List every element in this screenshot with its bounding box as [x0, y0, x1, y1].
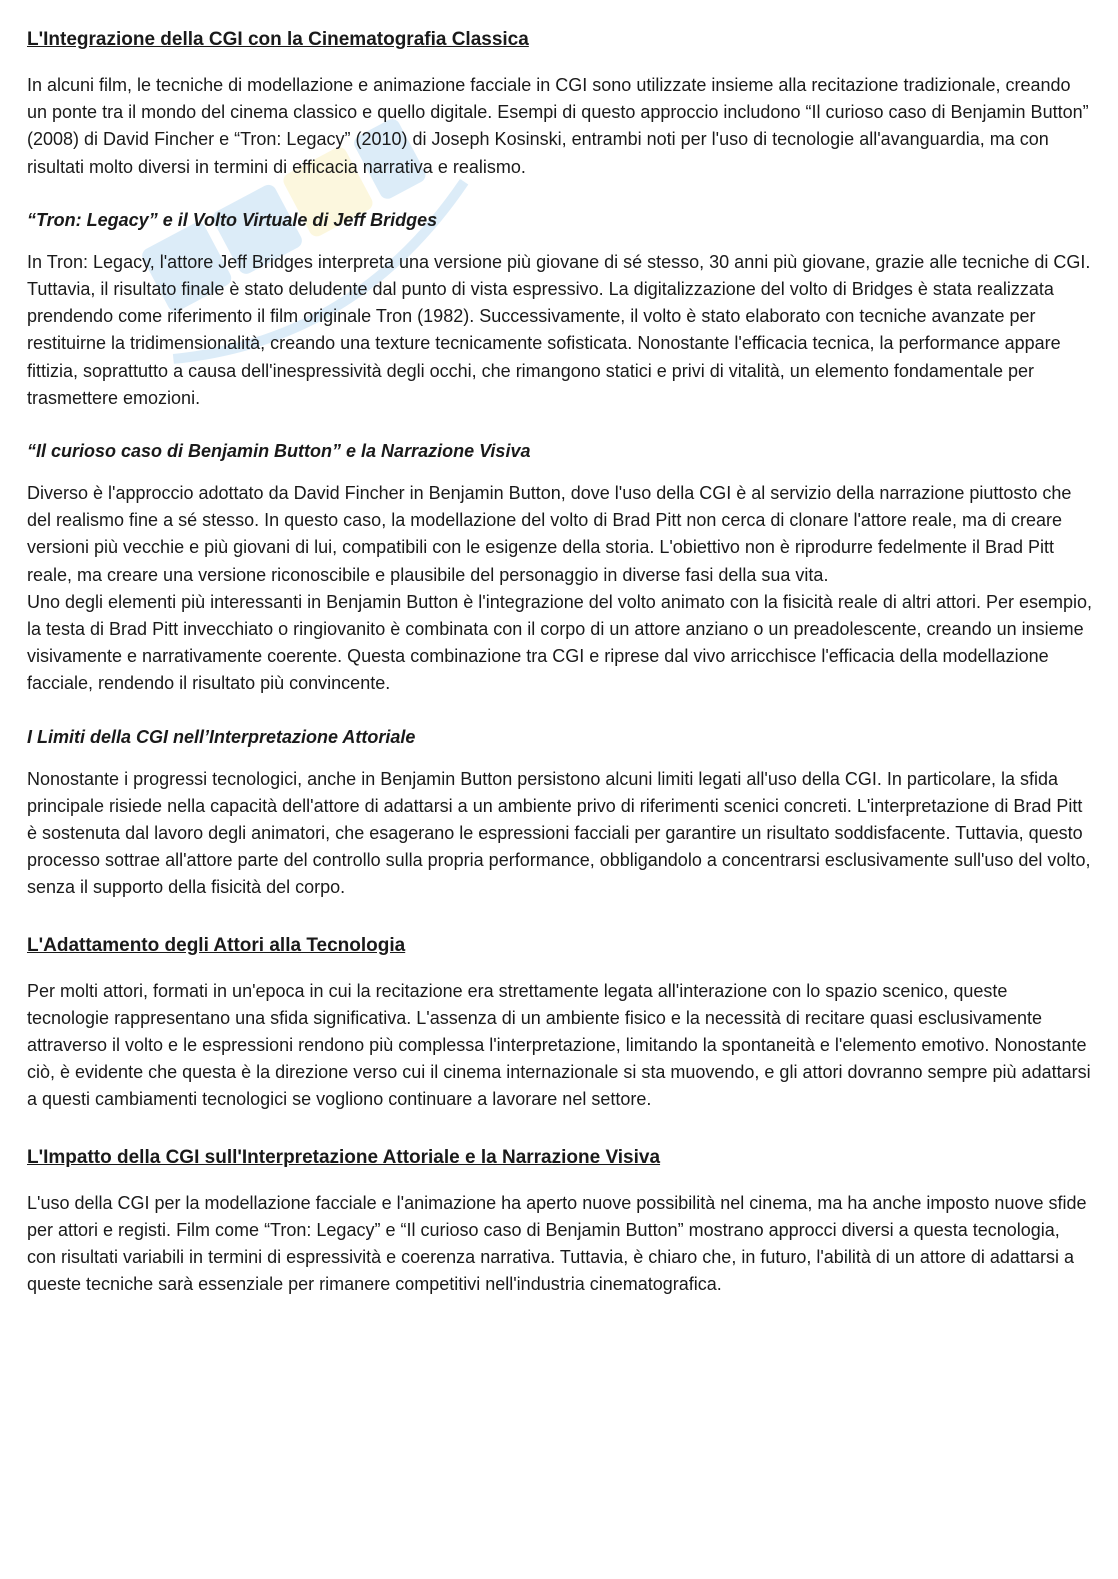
paragraph: Per molti attori, formati in un'epoca in cui la recitazione era strettamente legata all'interazione con lo spazio scenico, queste tecnologie rappresentano una sfida significativa. L'assenza di un ambiente fisico e la necessità di recitare quasi esclusivamente attraverso il volto e le espressioni rendono più complessa l'interpretazione, limitando la spontaneità e l'elemento emotivo. Nonostante ciò, è evidente che questa è la direzione verso cui il cinema internazionale si sta muovendo, e gli attori dovranno sempre più adattarsi a questi cambiamenti tecnologici se vogliono continuare a lavorare nel settore.	[27, 980, 1091, 1110]
paragraph: L'uso della CGI per la modellazione facciale e l'animazione ha aperto nuove possibilità nel cinema, ma ha anche imposto nuove sfide per attori e registi. Film come “Tron: Legacy” e “Il curioso caso di Benjamin Button” mostrano approcci diversi a questa tecnologia, con risultati variabili in termini di espressività e coerenza narrativa. Tuttavia, è chiaro che, in futuro, l'abilità di un attore di adattarsi a queste tecniche sarà essenziale per rimanere competitivi nell'industria cinematografica.	[27, 1192, 1087, 1295]
paragraph: Uno degli elementi più interessanti in Benjamin Button è l'integrazione del volto animato con la fisicità reale di altri attori. Per esempio, la testa di Brad Pitt invecchiato o ringiovanito è combinata con il corpo di un attore anziano o un preadolescente, creando un insieme visivamente e narrativamente coerente. Questa combinazione tra CGI e riprese dal vivo arricchisce l'efficacia della modellazione facciale, rendendo il risultato più convincente.	[27, 591, 1093, 694]
paragraph: In alcuni film, le tecniche di modellazione e animazione facciale in CGI sono utilizzate insieme alla recitazione tradizionale, creando un ponte tra il mondo del cinema classico e quello digitale. Esempi di questo approccio includono “Il curioso caso di Benjamin Button” (2008) di David Fincher e “Tron: Legacy” (2010) di Joseph Kosinski, entrambi noti per l'uso di tecnologie all'avanguardia, ma con risultati molto diversi in termini di efficacia narrativa e realismo.	[27, 75, 1089, 177]
section-title: L'Impatto della CGI sull'Interpretazione Attoriale e la Narrazione Visiva	[27, 1146, 661, 1168]
paragraph: Diverso è l'approccio adottato da David Fincher in Benjamin Button, dove l'uso della CGI è al servizio della narrazione piuttosto che del realismo fine a sé stesso. In questo caso, la modellazione del volto di Brad Pitt non cerca di clonare l'attore reale, ma di creare versioni più vecchie e più giovani di lui, compatibili con le esigenze della storia. L'obiettivo non è riprodurre fedelmente il Brad Pitt reale, ma creare una versione riconoscibile e plausibile del personaggio in diverse fasi della sua vita.	[27, 483, 1072, 585]
document-page	[27, 22, 1093, 1299]
section-title: L'Integrazione della CGI con la Cinematografia Classica	[27, 29, 529, 50]
subsection-title: “Tron: Legacy” e il Volto Virtuale di Jeff Bridges	[27, 209, 438, 230]
subsection-title: “Il curioso caso di Benjamin Button” e la Narrazione Visiva	[27, 441, 531, 462]
paragraph: Nonostante i progressi tecnologici, anche in Benjamin Button persistono alcuni limiti legati all'uso della CGI. In particolare, la sfida principale risiede nella capacità dell'attore di adattarsi a un ambiente privo di riferimenti scenici concreti. L'interpretazione di Brad Pitt è sostenuta dal lavoro degli animatori, che esagerano le espressioni facciali per garantire un risultato soddisfacente. Tuttavia, questo processo sottrae all'attore parte del controllo sulla propria performance, obbligandolo a concentrarsi esclusivamente sull'uso del volto, senza il supporto della fisicità del corpo.	[27, 768, 1091, 898]
paragraph: In Tron: Legacy, l'attore Jeff Bridges interpreta una versione più giovane di sé stesso, 30 anni più giovane, grazie alle tecniche di CGI. Tuttavia, il risultato finale è stato deludente dal punto di vista espressivo. La digitalizzazione del volto di Bridges è stata realizzata prendendo come riferimento il film originale Tron (1982). Successivamente, il volto è stato elaborato con tecniche avanzate per restituirne la tridimensionalità, creando una texture tecnicamente sofisticata. Nonostante l'efficacia tecnica, la performance appare fittizia, soprattutto a causa dell'inespressività degli occhi, che rimangono statici e privi di vitalità, un elemento fondamentale per trasmettere emozioni.	[27, 251, 1091, 408]
subsection-title: I Limiti della CGI nell’Interpretazione Attoriale	[27, 726, 416, 747]
section-title: L'Adattamento degli Attori alla Tecnologia	[27, 934, 406, 956]
